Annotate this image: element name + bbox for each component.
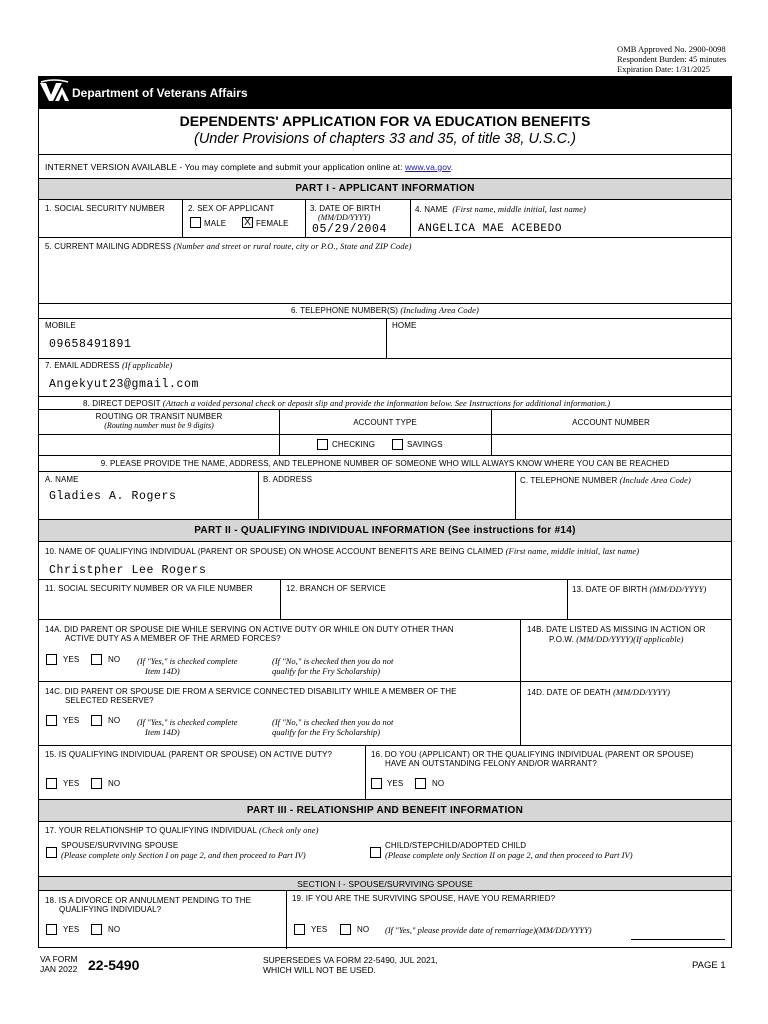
q14c-line2: SELECTED RESERVE? <box>65 696 154 705</box>
q14c-no-note1: (If "No," is checked then you do not <box>272 717 394 727</box>
va-seal-icon <box>38 79 70 105</box>
agency-name: Department of Veterans Affairs <box>72 86 248 100</box>
q14b-line2-wrap <box>549 634 684 645</box>
va-gov-link[interactable]: www.va.gov <box>405 162 451 172</box>
contact-name-label: A. NAME <box>45 475 79 484</box>
q19-label: 19. IF YOU ARE THE SURVIVING SPOUSE, HAVE YOU REMARRIED? <box>292 894 556 903</box>
qualifying-dob-hint: (MM/DD/YYYY) <box>649 584 707 594</box>
part2-heading: PART II - QUALIFYING INDIVIDUAL INFORMATION (See instructions for #14) <box>39 520 731 541</box>
q14a-no-label: NO <box>108 655 121 664</box>
address-label-wrap <box>45 241 412 252</box>
savings-label: SAVINGS <box>407 440 443 449</box>
email-hint: (If applicable) <box>122 360 173 370</box>
contact-label: 9. PLEASE PROVIDE THE NAME, ADDRESS, AND TELEPHONE NUMBER OF SOMEONE WHO WILL ALWAYS KNOW WHERE YOU CAN BE REACHED <box>100 459 670 468</box>
agency-header <box>38 76 732 108</box>
internet-end: . <box>450 162 454 172</box>
name-label-wrap <box>415 204 586 215</box>
q14c-yes-note1: (If "Yes," is checked complete <box>137 717 238 727</box>
branch-label: 12. BRANCH OF SERVICE <box>286 584 386 593</box>
footer-va-form: VA FORM <box>40 954 78 964</box>
email-value[interactable]: Angekyut23@gmail.com <box>49 378 200 391</box>
q14d-label-wrap <box>527 687 670 698</box>
q14c-yes-note2: Item 14D) <box>145 727 180 737</box>
spouse-checkbox[interactable] <box>46 847 57 858</box>
q17-hint: (Check only one) <box>258 825 319 835</box>
footer-supersedes <box>263 955 438 975</box>
footer-supersedes-line1: SUPERSEDES VA FORM 22-5490, JUL 2021, <box>263 955 438 965</box>
form-title: DEPENDENTS' APPLICATION FOR VA EDUCATION BENEFITS <box>179 113 591 129</box>
q14b-hint: (MM/DD/YYYY)(If applicable) <box>576 634 684 644</box>
expiration-date: Expiration Date: 1/31/2025 <box>617 64 711 74</box>
q19-no-checkbox[interactable] <box>340 924 351 935</box>
q15-no-label: NO <box>108 779 121 788</box>
direct-deposit-hint: (Attach a voided personal check or deposit slip and provide the information below. See Instructions for additional information.) <box>162 398 611 408</box>
address-hint: (Number and street or rural route, city or P.O., State and ZIP Code) <box>173 241 412 251</box>
mobile-value[interactable]: 09658491891 <box>49 338 132 351</box>
contact-phone-label-wrap <box>520 475 691 486</box>
qualifying-name-hint: (First name, middle initial, last name) <box>505 546 640 556</box>
routing-hint: (Routing number must be 9 digits) <box>104 421 214 430</box>
form-subtitle: (Under Provisions of chapters 33 and 35, of title 38, U.S.C.) <box>193 131 577 147</box>
q18-no-checkbox[interactable] <box>91 924 102 935</box>
q18-line2: QUALIFYING INDIVIDUAL? <box>59 905 162 914</box>
name-value[interactable]: ANGELICA MAE ACEBEDO <box>418 223 563 235</box>
qualifying-dob-label-wrap <box>572 584 706 595</box>
email-label-wrap <box>45 360 172 371</box>
respondent-burden: Respondent Burden: 45 minutes <box>617 54 727 64</box>
sex-label: 2. SEX OF APPLICANT <box>188 204 275 213</box>
email-label: 7. EMAIL ADDRESS <box>45 361 120 370</box>
q14b-line2: P.O.W. <box>549 635 574 644</box>
male-label: MALE <box>204 219 227 228</box>
q14a-no-checkbox[interactable] <box>91 654 102 665</box>
q14c-yes-checkbox[interactable] <box>46 715 57 726</box>
name-label: 4. NAME <box>415 205 448 214</box>
mobile-label: MOBILE <box>45 321 76 330</box>
checking-label: CHECKING <box>332 440 376 449</box>
q15-yes-label: YES <box>63 779 80 788</box>
q15-no-checkbox[interactable] <box>91 778 102 789</box>
q14c-yes-label: YES <box>63 716 80 725</box>
q18-line1: 18. IS A DIVORCE OR ANNULMENT PENDING TO THE <box>45 896 252 905</box>
contact-phone-hint: (Include Area Code) <box>619 475 691 485</box>
child-option-label: CHILD/STEPCHILD/ADOPTED CHILD <box>385 841 527 850</box>
phone-hint: (Including Area Code) <box>400 305 479 315</box>
direct-deposit-label: 8. DIRECT DEPOSIT <box>83 399 161 408</box>
q14a-no-note2: qualify for the Fry Scholarship) <box>272 666 381 676</box>
child-option-hint: (Please complete only Section II on page 2, and then proceed to Part IV) <box>385 850 633 860</box>
checking-checkbox[interactable] <box>317 439 328 450</box>
spouse-option-label: SPOUSE/SURVIVING SPOUSE <box>61 841 179 850</box>
q14a-yes-note1: (If "Yes," is checked complete <box>137 656 238 666</box>
q19-yes-label: YES <box>311 925 328 934</box>
q16-no-label: NO <box>432 779 445 788</box>
name-hint: (First name, middle initial, last name) <box>452 204 586 214</box>
q14c-line1: 14C. DID PARENT OR SPOUSE DIE FROM A SERVICE CONNECTED DISABILITY WHILE A MEMBER OF THE <box>45 687 457 696</box>
q18-no-label: NO <box>108 925 121 934</box>
q17-label: 17. YOUR RELATIONSHIP TO QUALIFYING INDIVIDUAL <box>45 826 257 835</box>
footer-form-number: 22-5490 <box>88 957 140 973</box>
q14a-yes-note2: Item 14D) <box>145 666 180 676</box>
q18-yes-label: YES <box>63 925 80 934</box>
qualifying-name-value[interactable]: Christpher Lee Rogers <box>49 564 207 577</box>
q19-hint: (If "Yes," please provide date of remarriage)(MM/DD/YYYY) <box>385 925 592 935</box>
contact-name-value[interactable]: Gladies A. Rogers <box>49 490 177 503</box>
savings-checkbox[interactable] <box>392 439 403 450</box>
female-checkbox[interactable]: X <box>242 217 253 228</box>
home-label: HOME <box>392 321 417 330</box>
contact-address-label: B. ADDRESS <box>263 475 313 484</box>
q19-no-label: NO <box>357 925 370 934</box>
part1-heading: PART I - APPLICANT INFORMATION <box>39 179 731 199</box>
phone-label: 6. TELEPHONE NUMBER(S) <box>291 306 399 315</box>
routing-label: ROUTING OR TRANSIT NUMBER <box>95 412 223 421</box>
q15-label: 15. IS QUALIFYING INDIVIDUAL (PARENT OR SPOUSE) ON ACTIVE DUTY? <box>45 750 333 759</box>
part3-heading: PART III - RELATIONSHIP AND BENEFIT INFORMATION <box>39 800 731 821</box>
q14a-yes-checkbox[interactable] <box>46 654 57 665</box>
q14c-no-label: NO <box>108 716 121 725</box>
q14a-line2: ACTIVE DUTY AS A MEMBER OF THE ARMED FORCES? <box>65 634 281 643</box>
account-type-label: ACCOUNT TYPE <box>353 418 417 427</box>
q17-label-wrap <box>45 825 319 836</box>
remarriage-date-line[interactable] <box>631 939 725 940</box>
child-checkbox[interactable] <box>370 847 381 858</box>
spouse-option-hint: (Please complete only Section I on page 2, and then proceed to Part IV) <box>61 850 306 860</box>
male-checkbox[interactable] <box>190 217 201 228</box>
q16-yes-label: YES <box>387 779 404 788</box>
dob-hint: (MM/DD/YYYY) <box>318 213 371 222</box>
account-number-label: ACCOUNT NUMBER <box>572 418 650 427</box>
q19-yes-checkbox[interactable] <box>294 924 305 935</box>
qualifying-name-label-wrap <box>45 546 639 557</box>
address-label: 5. CURRENT MAILING ADDRESS <box>45 242 172 251</box>
q14c-no-checkbox[interactable] <box>91 715 102 726</box>
contact-phone-label: C. TELEPHONE NUMBER <box>520 476 618 485</box>
internet-text: INTERNET VERSION AVAILABLE - You may complete and submit your application online at: <box>45 162 406 172</box>
female-label: FEMALE <box>256 219 289 228</box>
omb-number: OMB Approved No. 2900-0098 <box>617 44 726 54</box>
q16-no-checkbox[interactable] <box>415 778 426 789</box>
q14d-label: 14D. DATE OF DEATH <box>527 688 611 697</box>
q16-line1: 16. DO YOU (APPLICANT) OR THE QUALIFYING INDIVIDUAL (PARENT OR SPOUSE) <box>371 750 694 759</box>
footer-form-id <box>40 954 78 974</box>
phone-label-wrap <box>39 305 731 316</box>
q14a-yes-label: YES <box>63 655 80 664</box>
q14d-hint: (MM/DD/YYYY) <box>613 687 671 697</box>
omb-block <box>617 44 726 74</box>
form-body <box>38 108 732 948</box>
qualifying-ssn-label: 11. SOCIAL SECURITY NUMBER OR VA FILE NUMBER <box>45 584 253 593</box>
section1-heading: SECTION I - SPOUSE/SURVIVING SPOUSE <box>297 879 473 889</box>
q16-yes-checkbox[interactable] <box>371 778 382 789</box>
q18-yes-checkbox[interactable] <box>46 924 57 935</box>
footer-date: JAN 2022 <box>40 964 78 974</box>
footer-page-number: PAGE 1 <box>692 960 726 971</box>
direct-deposit-label-wrap <box>83 398 610 409</box>
q15-yes-checkbox[interactable] <box>46 778 57 789</box>
qualifying-dob-label: 13. DATE OF BIRTH <box>572 585 648 594</box>
dob-value[interactable]: 05/29/2004 <box>312 223 388 236</box>
qualifying-name-label: 10. NAME OF QUALIFYING INDIVIDUAL (PARENT OR SPOUSE) ON WHOSE ACCOUNT BENEFITS ARE BEING CLAIMED <box>45 547 504 556</box>
footer-supersedes-line2: WHICH WILL NOT BE USED. <box>263 965 376 975</box>
dob-label: 3. DATE OF BIRTH <box>310 204 381 213</box>
q14b-line1: 14B. DATE LISTED AS MISSING IN ACTION OR <box>527 625 706 634</box>
q14a-no-note1: (If "No," is checked then you do not <box>272 656 394 666</box>
q14c-no-note2: qualify for the Fry Scholarship) <box>272 727 381 737</box>
q14a-line1: 14A. DID PARENT OR SPOUSE DIE WHILE SERVING ON ACTIVE DUTY OR WHILE ON DUTY OTHER THAN <box>45 625 454 634</box>
ssn-label: 1. SOCIAL SECURITY NUMBER <box>45 204 165 213</box>
q16-line2: HAVE AN OUTSTANDING FELONY AND/OR WARRANT? <box>385 759 597 768</box>
internet-notice <box>45 162 453 172</box>
